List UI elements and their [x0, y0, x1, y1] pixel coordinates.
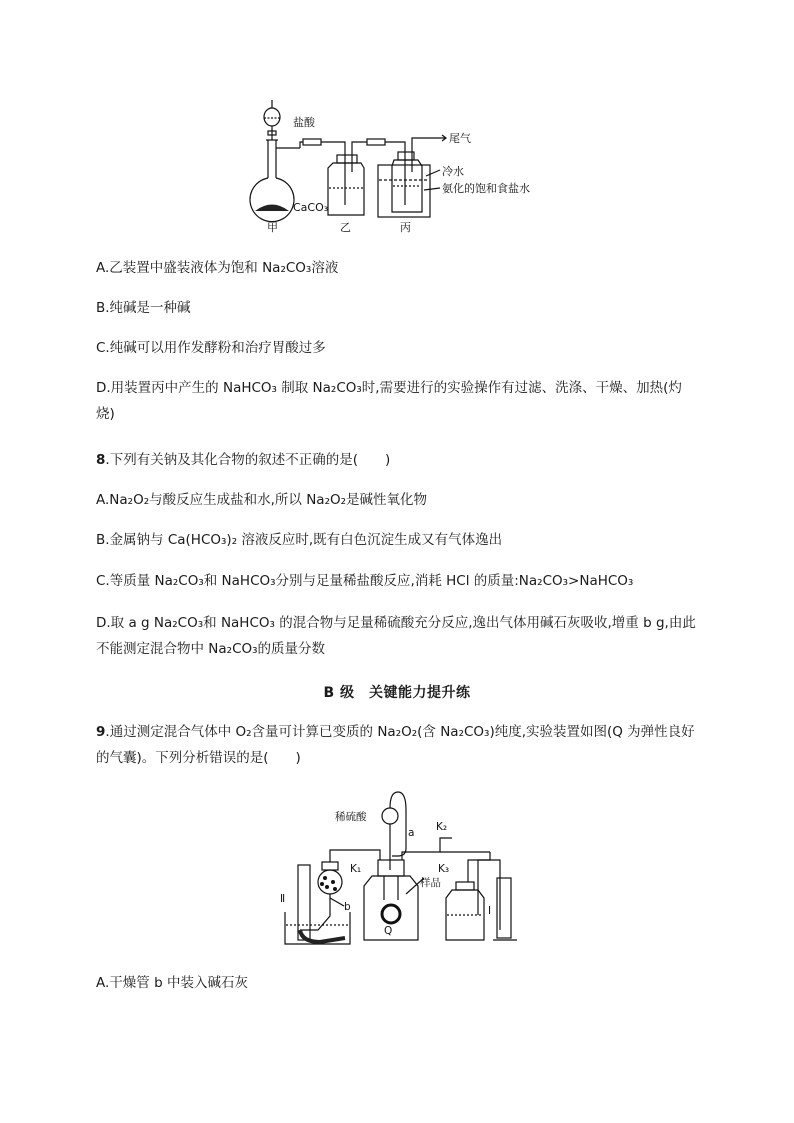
label-bing: 丙	[400, 221, 411, 234]
label-yi: 乙	[340, 221, 351, 234]
label-sample: 样品	[420, 877, 441, 889]
q8-option-c: C.等质量 Na₂CO₃和 NaHCO₃分别与足量稀盐酸反应,消耗 HCl 的质量:Na₂CO₃>NaHCO₃	[96, 573, 634, 589]
q8-option-d-line1: D.取 a g Na₂CO₃和 NaHCO₃ 的混合物与足量稀硫酸充分反应,逸出气体用碱石灰吸收,增重 b g,由此	[96, 615, 696, 631]
q7-option-d-line2: 烧)	[96, 406, 115, 422]
label-tube-b: b	[344, 901, 351, 913]
label-jia: 甲	[267, 221, 278, 234]
q8-option-b: B.金属钠与 Ca(HCO₃)₂ 溶液反应时,既有白色沉淀生成又有气体逸出	[96, 532, 503, 548]
q9-stem-line2: 的气囊)。下列分析错误的是( )	[96, 750, 301, 766]
label-cold-water: 冷水	[442, 165, 464, 178]
label-ii: Ⅱ	[280, 893, 286, 905]
label-i: Ⅰ	[488, 905, 492, 917]
q7-option-a: A.乙装置中盛装液体为饱和 Na₂CO₃溶液	[96, 260, 339, 276]
label-exhaust: 尾气	[449, 132, 471, 145]
q8-number: 8	[96, 452, 106, 468]
q8-option-a: A.Na₂O₂与酸反应生成盐和水,所以 Na₂O₂是碱性氧化物	[96, 492, 428, 508]
label-k1: K₁	[350, 863, 362, 875]
label-caco3: CaCO₃	[293, 201, 329, 214]
q7-option-c: C.纯碱可以用作发酵粉和治疗胃酸过多	[96, 340, 326, 356]
q9-stem-text: .通过测定混合气体中 O₂含量可计算已变质的 Na₂O₂(含 Na₂CO₃)纯度,实验装置如图(Q 为弹性良好	[105, 724, 695, 740]
q8-option-d-line2: 不能测定混合物中 Na₂CO₃的质量分数	[96, 641, 326, 657]
q8-stem-text: .下列有关钠及其化合物的叙述不正确的是( )	[105, 452, 391, 468]
label-k3: K₃	[438, 863, 450, 875]
apparatus-figure-2	[0, 790, 794, 970]
label-tube-a: a	[408, 827, 415, 839]
apparatus-figure-1	[0, 0, 794, 245]
label-acid: 盐酸	[293, 116, 315, 129]
section-title: B 级 关键能力提升练	[323, 685, 471, 701]
q7-option-d-line1: D.用装置丙中产生的 NaHCO₃ 制取 Na₂CO₃时,需要进行的实验操作有过滤、洗涤、干燥、加热(灼	[96, 380, 682, 396]
q9-option-a: A.干燥管 b 中装入碱石灰	[96, 975, 248, 991]
q9-number: 9	[96, 724, 106, 740]
label-brine: 氨化的饱和食盐水	[442, 182, 530, 195]
q9-stem-line1	[96, 722, 695, 742]
q8-stem	[96, 450, 390, 470]
label-k2: K₂	[436, 821, 448, 833]
label-bag-q: Q	[384, 925, 393, 937]
label-dilute-acid: 稀硫酸	[335, 811, 367, 823]
q7-option-b: B.纯碱是一种碱	[96, 300, 191, 316]
